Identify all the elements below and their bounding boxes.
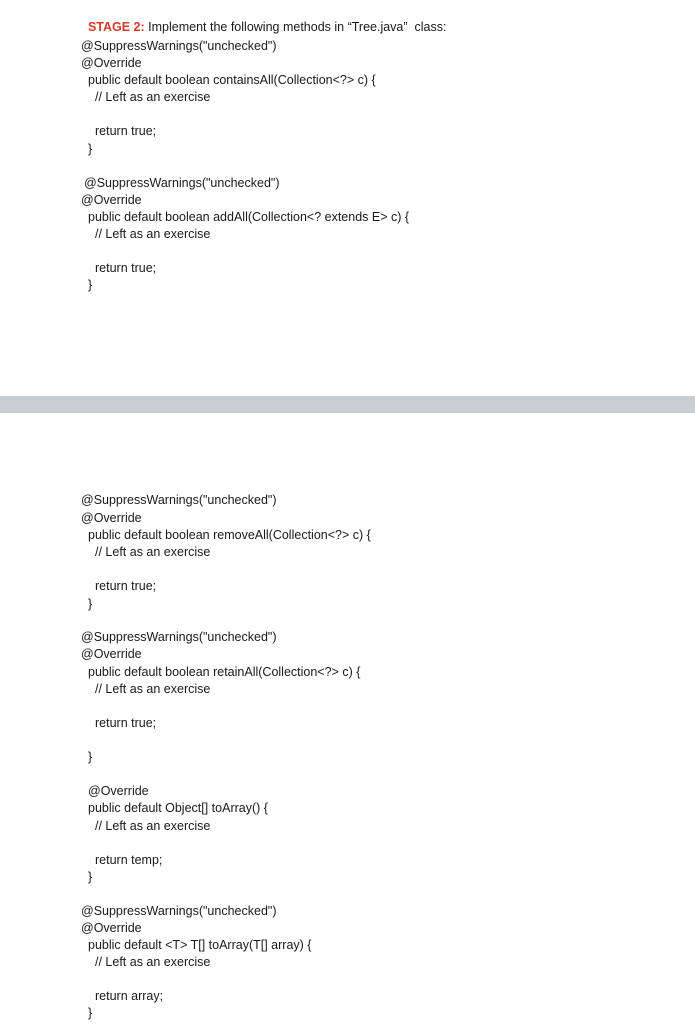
stage-label: STAGE 2: — [87, 20, 145, 34]
stage-instruction: Implement the following methods in “Tree.java” class: — [144, 20, 447, 34]
code-line: @Override — [88, 784, 149, 798]
code-line: } — [88, 597, 93, 611]
code-line: // Left as an exercise — [95, 819, 211, 833]
code-line: @Override — [81, 193, 142, 207]
stage-heading — [81, 5, 446, 35]
code-line: @Override — [81, 56, 142, 70]
code-line: } — [88, 278, 93, 292]
code-line: // Left as an exercise — [95, 955, 211, 969]
code-line: @Override — [81, 921, 142, 935]
code-line: public default boolean containsAll(Collection<?> c) { — [88, 73, 376, 87]
code-line: } — [88, 870, 93, 884]
code-line: // Left as an exercise — [95, 545, 211, 559]
code-line: return true; — [95, 124, 157, 138]
code-line: @SuppressWarnings("unchecked") — [81, 630, 277, 644]
code-line: public default boolean retainAll(Collection<?> c) { — [88, 665, 361, 679]
code-line: } — [88, 750, 93, 764]
code-line: return temp; — [95, 853, 163, 867]
code-line: } — [88, 142, 93, 156]
code-line: @Override — [81, 647, 142, 661]
code-line: @SuppressWarnings("unchecked") — [81, 493, 277, 507]
code-line: public default <T> T[] toArray(T[] array) { — [88, 938, 312, 952]
code-line: } — [88, 1006, 93, 1020]
code-line: return true; — [95, 716, 157, 730]
code-line: // Left as an exercise — [95, 682, 211, 696]
code-line: public default boolean addAll(Collection<? extends E> c) { — [88, 210, 410, 224]
code-line: return array; — [95, 989, 164, 1003]
code-line: // Left as an exercise — [95, 90, 211, 104]
code-line: @SuppressWarnings("unchecked") — [81, 904, 277, 918]
code-line: // Left as an exercise — [95, 227, 211, 241]
code-line: return true; — [95, 261, 157, 275]
code-line: public default boolean removeAll(Collection<?> c) { — [88, 528, 371, 542]
page-divider — [0, 396, 695, 413]
code-line: public default Object[] toArray() { — [88, 801, 268, 815]
code-line: @SuppressWarnings("unchecked") — [81, 39, 277, 53]
code-line: @SuppressWarnings("unchecked") — [84, 176, 280, 190]
code-line: return true; — [95, 579, 157, 593]
code-line: @Override — [81, 511, 142, 525]
